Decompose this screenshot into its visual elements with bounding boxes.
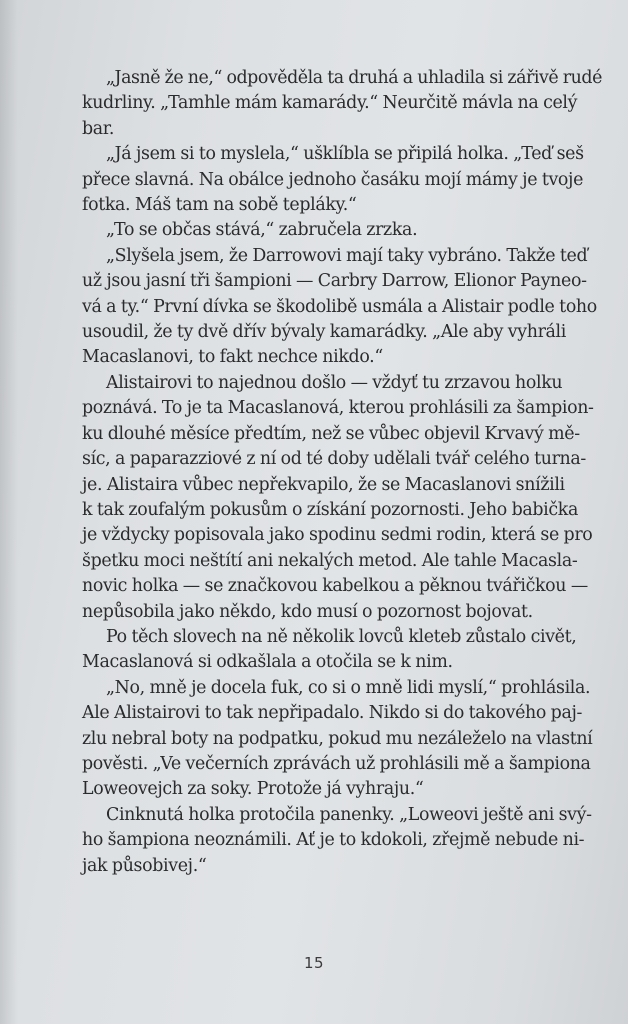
text-line: „No, mně je docela fuk, co si o mně lidi myslí,“ prohlásila. (106, 677, 591, 698)
text-line: usoudil, že ty dvě dřív bývaly kamarádky. „Ale aby vyhráli (82, 322, 566, 343)
text-line: jak působivej.“ (82, 855, 207, 876)
text-line: pověsti. „Ve večerních zprávách už prohlásili mě a šampiona (82, 753, 591, 774)
paragraph (82, 803, 604, 879)
text-line: přece slavná. Na obálce jednoho časáku mojí mámy je tvoje (82, 169, 584, 190)
text-line: Cinknutá holka protočila panenky. „Loweovi ještě ani svý- (106, 804, 592, 825)
text-line: už jsou jasní tři šampioni — Carbry Darrow, Elionor Payneo- (82, 271, 587, 292)
text-line: zlu nebral boty na podpatku, pokud mu nezáleželo na vlastní (82, 728, 593, 749)
text-line: Macaslanovi, to fakt nechce nikdo.“ (82, 347, 383, 368)
body-text (82, 66, 604, 879)
page-number: 15 (303, 954, 325, 972)
text-line: „To se občas stává,“ zabručela zrzka. (106, 220, 418, 241)
paragraph (82, 625, 604, 676)
paragraph (82, 142, 604, 218)
text-line: Macaslanová si odkašlala a otočila se k nim. (82, 652, 453, 673)
text-line: „Já jsem si to myslela,“ ušklíbla se připilá holka. „Teď seš (106, 144, 584, 165)
paragraph (82, 676, 604, 803)
text-line: novic holka — se značkovou kabelkou a pěknou tvářičkou — (82, 576, 588, 597)
text-line: je. Alistaira vůbec nepřekvapilo, že se Macaslanovi snížili (82, 474, 565, 495)
text-line: Ale Alistairovi to tak nepřipadalo. Nikdo si do takového paj- (82, 703, 583, 724)
text-line: nepůsobila jako někdo, kdo musí o pozornost bojovat. (82, 601, 533, 622)
text-line: Po těch slovech na ně několik lovců kleteb zůstalo civět, (106, 626, 577, 647)
text-line: síc, a paparazziové z ní od té doby udělali tvář celého turna- (82, 449, 586, 470)
text-line: „Slyšela jsem, že Darrowovi mají taky vybráno. Takže teď (106, 245, 588, 266)
text-line: bar. (82, 118, 115, 139)
text-line: špetku moci neštítí ani nekalých metod. Ale tahle Macasla- (82, 550, 578, 571)
text-line: kudrliny. „Tamhle mám kamarády.“ Neurčitě mávla na celý (82, 93, 578, 114)
text-line: „Jasně že ne,“ odpověděla ta druhá a uhladila si zářivě rudé (106, 68, 602, 88)
page-edge-shadow (0, 0, 18, 1024)
text-line: k tak zoufalým pokusům o získání pozornosti. Jeho babička (82, 499, 578, 520)
text-line: fotka. Máš tam na sobě tepláky.“ (82, 195, 357, 216)
paragraph (82, 244, 604, 371)
text-line: poznává. To je ta Macaslanová, kterou prohlásili za šampion- (82, 398, 594, 419)
text-line: Loweovejch za soky. Protože já vyhraju.“ (82, 779, 424, 800)
text-line: vá a ty.“ První dívka se škodolibě usmála a Alistair podle toho (82, 296, 597, 317)
paragraph (82, 66, 604, 142)
paragraph (82, 218, 604, 243)
text-line: Alistairovi to najednou došlo — vždyť tu zrzavou holku (106, 372, 563, 393)
text-line: je vždycky popisovala jako spodinu sedmi rodin, která se pro (82, 525, 593, 546)
paragraph (82, 371, 604, 625)
text-line: ku dlouhé měsíce předtím, než se vůbec objevil Krvavý mě- (82, 423, 580, 444)
text-line: ho šampiona neoznámili. Ať je to kdokoli, zřejmě nebude ni- (82, 830, 585, 851)
